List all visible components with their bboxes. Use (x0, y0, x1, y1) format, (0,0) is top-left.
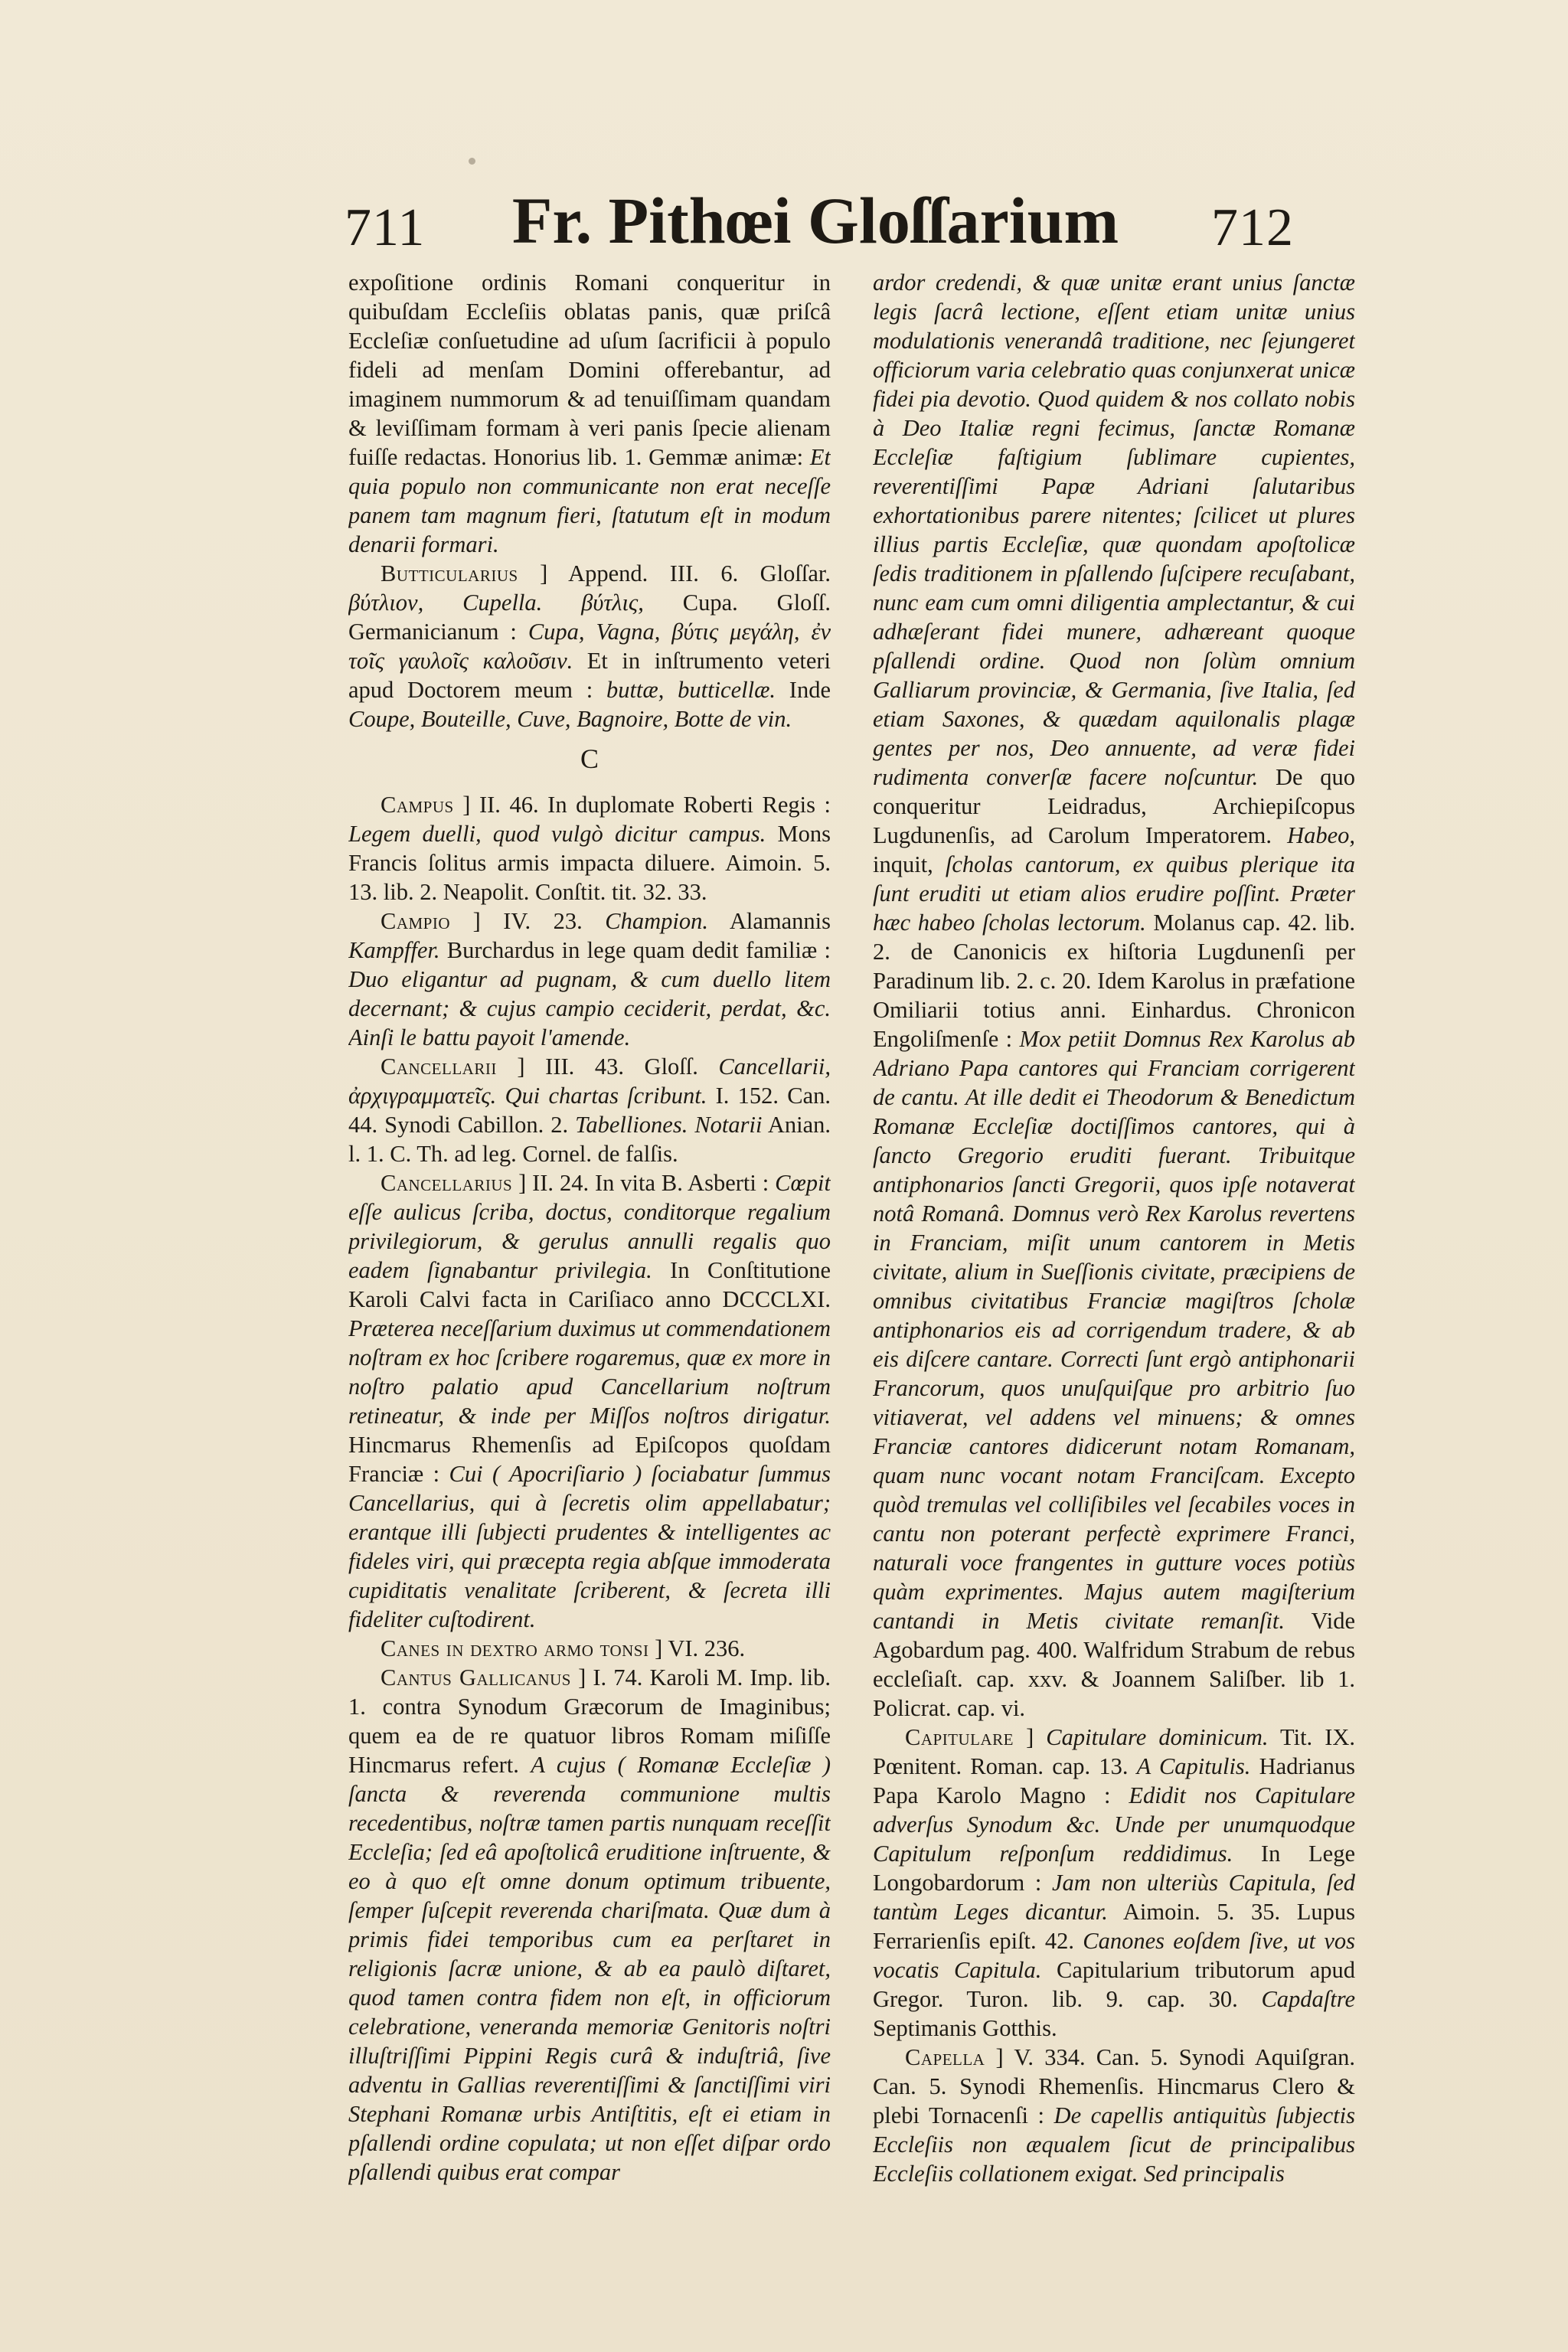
page-header (337, 184, 1294, 268)
entry-headword: Campus (381, 792, 454, 818)
entry-cantus-gallicanus: Cantus Gallicanus ] I. 74. Karoli M. Imp. lib. 1. contra Synodum Græcorum de Imaginibus; quem ea de re quatuor libros Romam miſiſſe Hincmarus refert. A cujus ( Romanæ Eccleſiæ ) ſancta & reverenda communione multis recedentibus, noſtræ tamen partis nunquam receſſit Eccleſia; ſed eâ apoſtolicâ eruditione inſtruente, & eo à quo eſt omne donum optimum tribuente, ſemper ſuſcepit reverenda chariſmata. Quæ dum à primis fidei temporibus cum ea perſtaret in religionis ſacræ unione, & ab ea paulò diſtaret, quod tamen contra fidem non eſt, in officiorum celebratione, veneranda memoriæ Genitoris noſtri illuſtriſſimi Pippini Regis curâ & induſtriâ, ſive adventu in Gallias reverentiſſimi & ſanctiſſimi viri Stephani Romanæ urbis Antiſtitis, eſt ei etiam in pſallendi ordine copulata; ut non eſſet diſpar ordo pſallendi quibus erat compar (348, 1664, 831, 2185)
entry-capella: Capella ] V. 334. Can. 5. Synodi Aquiſgran. Can. 5. Synodi Rhemenſis. Hincmarus Clero & plebi Tornacenſi : De capellis antiquitùs ſubjectis Eccleſiis non æqualem ſicut de principalibus Eccleſiis collationem exigat. Sed principalis (873, 2044, 1355, 2187)
entry-headword: Cancellarii (381, 1054, 497, 1080)
entry-continuation: expoſitione ordinis Romani conqueritur in quibuſdam Eccleſiis oblatas panis, quæ priſcâ Eccleſiæ conſuetudine ad uſum ſacrificii à populo fideli ad menſam Domini offerebantur, ad imaginem nummorum & ad tenuiſſimam quandam & leviſſimam formam à veri panis ſpecie alienam fuiſſe redactas. Honorius lib. 1. Gemmæ animæ: Et quia populo non communicante non erat neceſſe panem tam magnum fieri, ſtatutum eſt in modum denarii formari. (348, 270, 831, 557)
entry-cancellarius: Cancellarius ] II. 24. In vita B. Asberti : Cœpit eſſe aulicus ſcriba, doctus, conditorque regalium privilegiorum, & gerulus annulli regalis quo eadem ſignabantur privilegia. In Conſtitutione Karoli Calvi facta in Cariſiaco anno DCCCLXI. Præterea neceſſarium duximus ut commendationem noſtram ex hoc ſcribere rogaremus, quæ ex more in noſtro palatio apud Cancellarium noſtrum retineatur, & inde per Miſſos noſtros dirigatur. Hincmarus Rhemenſis ad Epiſcopos quoſdam Franciæ : Cui ( Apocriſiario ) ſociabatur ſummus Cancellarius, qui à ſecretis olim appellabatur; erantque illi ſubjecti prudentes & intelligentes ac fideles viri, qui præcepta regia abſque immoderata cupiditatis venalitate ſcriberent, & ſecreta illi fideliter cuſtodirent. (348, 1170, 831, 1632)
right-column (873, 268, 1355, 2228)
entry-capitulare: Capitulare ] Capitulare dominicum. Tit. IX. Pœnitent. Roman. cap. 13. A Capitulis. Hadrianus Papa Karolo Magno : Edidit nos Capitulare adverſus Synodum &c. Unde per unumquodque Capitulum reſponſum reddidimus. In Lege Longobardorum : Jam non ulteriùs Capitula, ſed tantùm Leges dicantur. Aimoin. 5. 35. Lupus Ferrarienſis epiſt. 42. Canones eoſdem ſive, ut vos vocatis Capitula. Capitularium tributorum apud Gregor. Turon. lib. 9. cap. 30. Capdaſtre Septimanis Gotthis. (873, 1724, 1355, 2041)
entry-campio: Campio ] IV. 23. Champion. Alamannis Kampffer. Burchardus in lege quam dedit familiæ : Duo eligantur ad pugnam, & cum duello litem decernant; & cujus campio ceciderit, perdat, &c. Ainſi le battu payoit l'amende. (348, 908, 831, 1050)
right-page-number: 712 (1211, 198, 1294, 257)
entry-headword: Butticularius (381, 560, 518, 586)
entry-butticularius: Butticularius ] Append. III. 6. Gloſſar. βύτλιον, Cupella. βύτλις, Cupa. Gloſſ. Germanicianum : Cupa, Vagna, βύτις μεγάλη, ἐν τοῖς γαυλοῖς καλοῦσιν. Et in inſtrumento veteri apud Doctorem meum : buttæ, butticellæ. Inde Coupe, Bouteille, Cuve, Bagnoire, Botte de vin. (348, 560, 831, 732)
left-column (348, 268, 831, 2228)
left-page-number: 711 (345, 198, 426, 257)
running-title: Fr. Pithœi Gloſſarium (511, 184, 1119, 257)
entry-headword: Campio (381, 908, 451, 934)
entry-canes: Canes in dextro armo tonsi ] VI. 236. (381, 1635, 746, 1661)
entry-cantus-continuation: ardor credendi, & quæ unitæ erant unius ſanctæ legis ſacrâ lectione, eſſent etiam unitæ unius modulationis venerandâ traditione, nec ſejungeret officiorum varia celebratio quas conjunxerat unicæ fidei pia devotio. Quod quidem & nos collato nobis à Deo Italiæ regni fecimus, ſanctæ Romanæ Eccleſiæ faſtigium ſublimare cupientes, reverentiſſimi Papæ Adriani ſalutaribus exhortationibus parere nitentes; ſcilicet ut plures illius partis Eccleſiæ, quæ quondam apoſtolicæ ſedis traditionem in pſallendo ſuſcipere recuſabant, nunc eam cum omni diligentia amplectantur, & cui adhæſerant fidei munere, adhæreant quoque pſallendi ordine. Quod non ſolùm omnium Galliarum provinciæ, & Germania, ſive Italia, ſed etiam Saxones, & quædam aquilonalis plagæ gentes per nos, Deo annuente, ad veræ fidei rudimenta converſæ facere noſcuntur. De quo conqueritur Leidradus, Archiepiſcopus Lugdunenſis, ad Carolum Imperatorem. Habeo, inquit, ſcholas cantorum, ex quibus plerique ita ſunt eruditi ut etiam alios erudire poſſint. Præter hæc habeo ſcholas lectorum. Molanus cap. 42. lib. 2. de Canonicis ex hiſtoria Lugdunenſi per Paradinum lib. 2. c. 20. Idem Karolus in præfatione Omiliarii totius anni. Einhardus. Chronicon Engoliſmenſe : Mox petiit Domnus Rex Karolus ab Adriano Papa cantores qui Franciam corrigerent de cantu. At ille dedit ei Theodorum & Benedictum Romanæ Eccleſiæ doctiſſimos cantores, qui à ſancto Gregorio eruditi fuerant. Tribuitque antiphonarios ſancti Gregorii, quos ipſe notaverat notâ Romanâ. Domnus verò Rex Karolus revertens in Franciam, miſit unum cantorem in Metis civitate, alium in Sueſſionis civitate, præcipiens de omnibus civitatibus Franciæ magiſtros ſcholæ antiphonarios eis ad corrigendum tradere, & ab eis diſcere cantare. Correcti ſunt ergò antiphonarii Francorum, quos unuſquiſque pro arbitrio ſuo vitiaverat, vel addens vel minuens; & omnes Franciæ cantores didicerunt notam Romanam, quam nunc vocant notam Franciſcam. Excepto quòd tremulas vel colliſibiles vel ſecabiles voces in cantu non poterant perfectè exprimere Franci, naturali voce frangentes in gutture voces potiùs quàm exprimentes. Majus autem magiſterium cantandi in Metis civitate remanſit. Vide Agobardum pag. 400. Walfridum Strabum de rebus eccleſiaſt. cap. xxv. & Joannem Saliſber. lib 1. Policrat. cap. vi. (873, 270, 1355, 1721)
entry-headword: Capella (905, 2044, 985, 2070)
entry-headword: Canes in dextro armo tonsi (381, 1635, 649, 1661)
entry-headword: Capitulare (905, 1724, 1014, 1750)
section-letter: C (580, 743, 599, 774)
entry-headword: Cancellarius (381, 1170, 513, 1196)
entry-campus: Campus ] II. 46. In duplomate Roberti Regis : Legem duelli, quod vulgò dicitur campus. Mons Francis ſolitus armis impacta diluere. Aimoin. 5. 13. lib. 2. Neapolit. Conſtit. tit. 32. 33. (348, 792, 831, 905)
entry-headword: Cantus Gallicanus (381, 1664, 571, 1690)
paper-speck (469, 158, 475, 165)
entry-cancellarii: Cancellarii ] III. 43. Gloſſ. Cancellarii, ἀρχιγραμματεῖς. Qui chartas ſcribunt. I. 152. Can. 44. Synodi Cabillon. 2. Tabelliones. Notarii Anian. l. 1. C. Th. ad leg. Cornel. de falſis. (348, 1054, 831, 1167)
